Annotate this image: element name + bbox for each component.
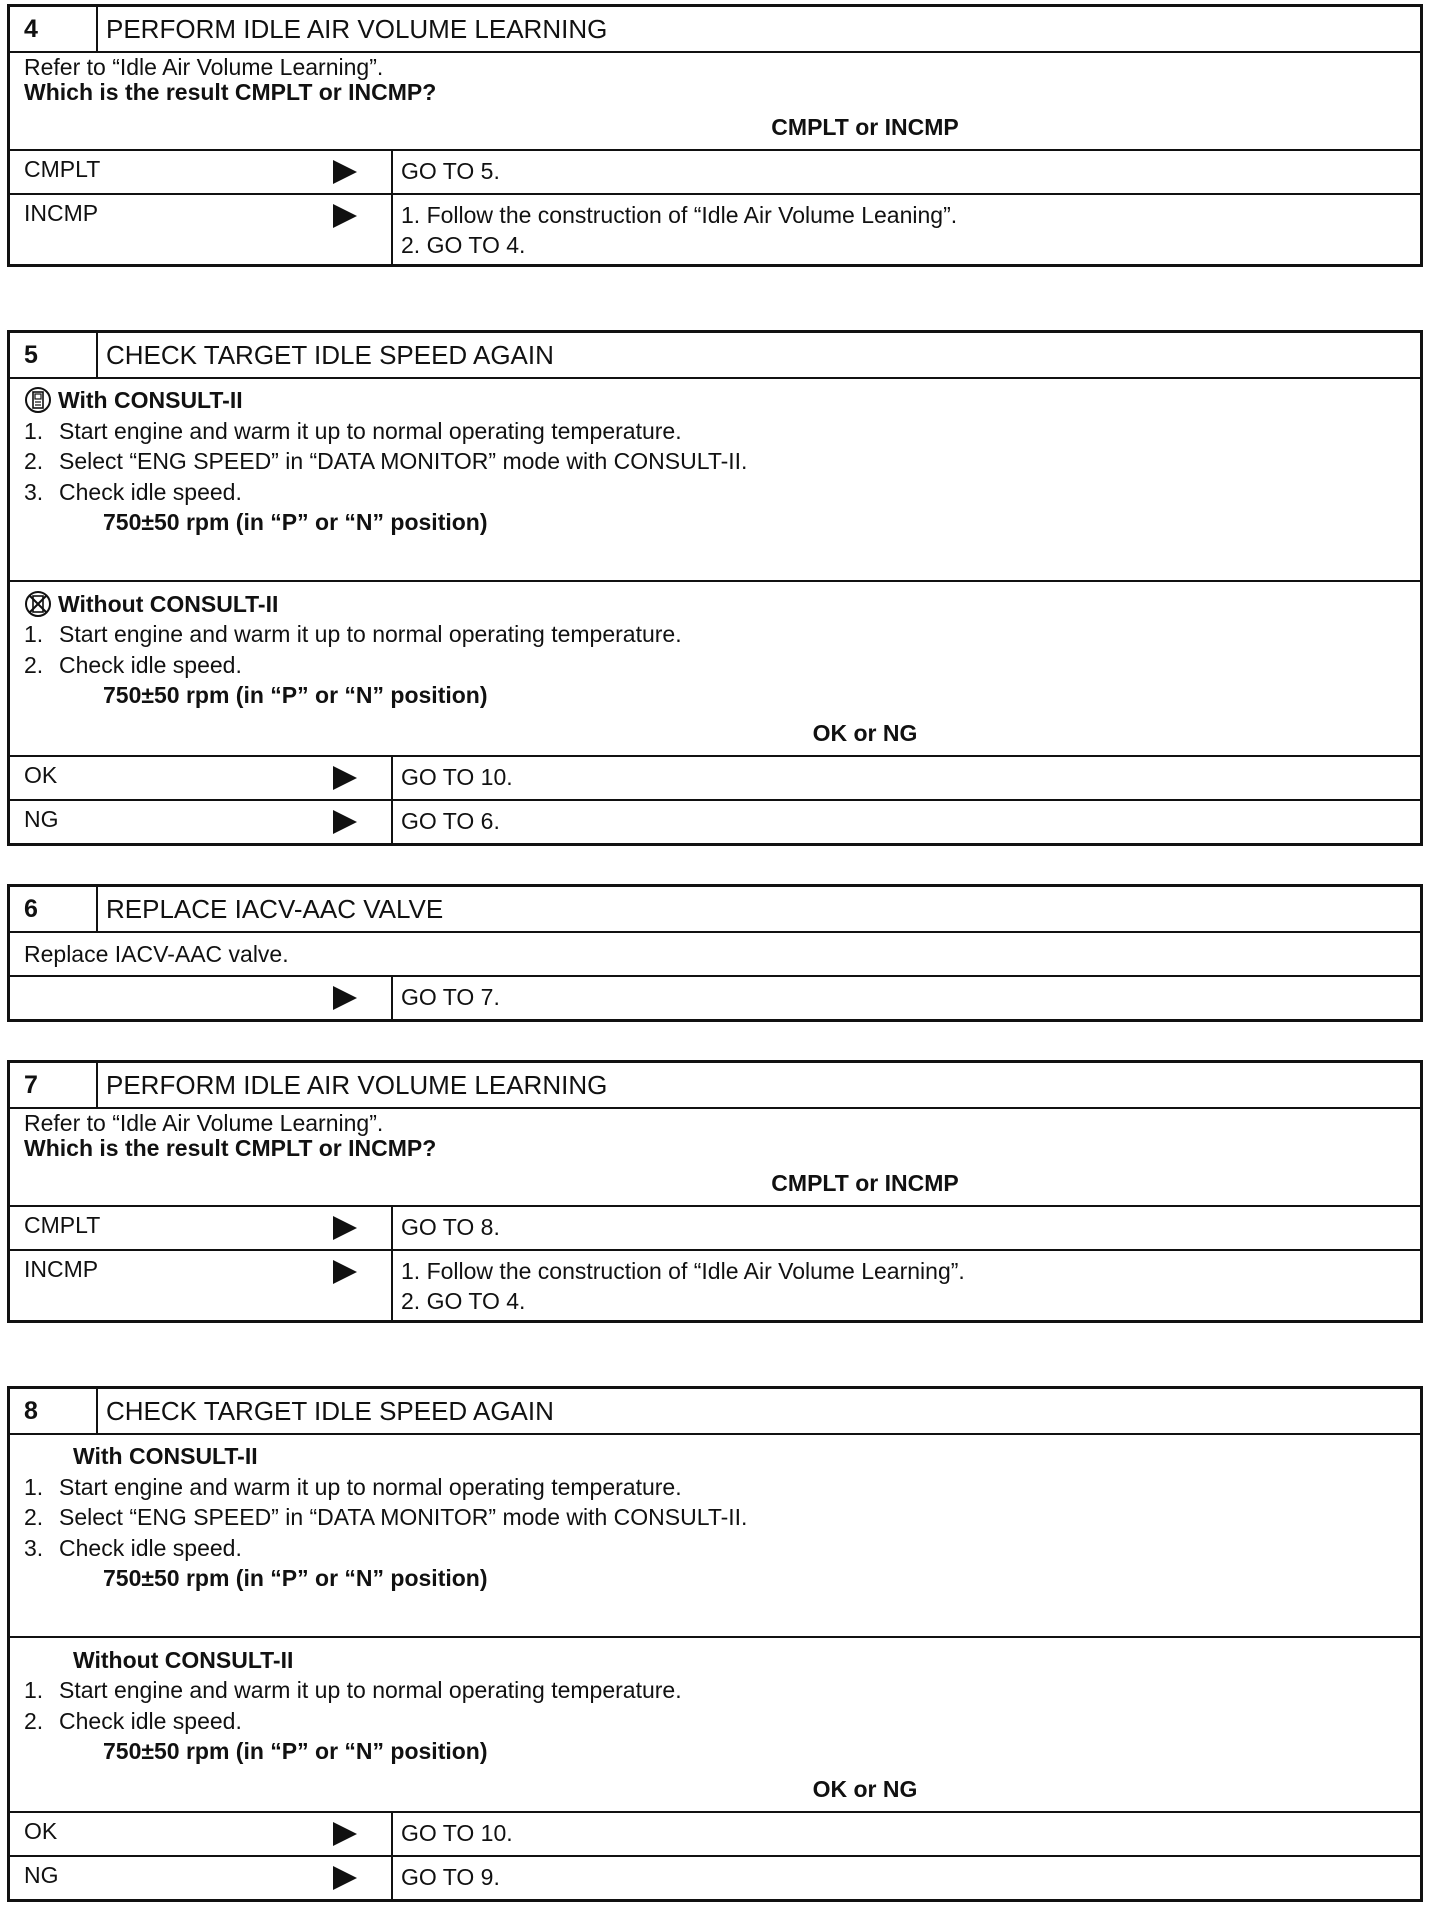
step-number: 5 — [10, 333, 98, 377]
result-row — [10, 757, 1420, 801]
step-question: Which is the result CMPLT or INCMP? — [24, 1135, 437, 1161]
step-4-box — [7, 4, 1423, 267]
step-7-box — [7, 1060, 1423, 1323]
idle-speed-spec: 750±50 rpm (in “P” or “N” position) — [103, 1738, 488, 1764]
result-action: GO TO 6. — [401, 807, 500, 834]
arrow-right-icon — [333, 204, 357, 228]
result-action-line: 2. GO TO 4. — [401, 1288, 526, 1314]
result-label: OK — [24, 1817, 58, 1844]
step-body: With CONSULT-II 1. Start engine and warm it up to normal operating temperature. 2. Select “ENG SPEED” in “DATA MONITOR” mode with CONSULT-II. 3. Check idle speed. 750±50 rpm (in “P” or “N” position) Without CONSULT-II 1. Start engine and warm it up to normal operating temperature. 2. Check idle speed. 750±50 rpm (in “P” or “N” position) — [10, 1435, 1420, 1767]
result-action: GO TO 8. — [401, 1214, 500, 1240]
procedure-item: Select “ENG SPEED” in “DATA MONITOR” mode with CONSULT-II. — [59, 448, 748, 474]
arrow-right-icon — [333, 1260, 357, 1284]
procedure-item: Select “ENG SPEED” in “DATA MONITOR” mode with CONSULT-II. — [59, 1504, 748, 1530]
step-number: 6 — [10, 887, 98, 931]
result-action: GO TO 10. — [401, 763, 513, 790]
result-header: OK or NG — [10, 1767, 1420, 1813]
step-text: Refer to “Idle Air Volume Learning”. — [24, 1110, 384, 1136]
result-action: GO TO 9. — [401, 1863, 500, 1890]
consult-icon — [24, 386, 52, 414]
procedure-item: Start engine and warm it up to normal operating temperature. — [59, 1473, 682, 1500]
procedure-item: Start engine and warm it up to normal operating temperature. — [59, 621, 682, 647]
with-consult-heading: With CONSULT-II — [73, 1443, 258, 1469]
step-title: CHECK TARGET IDLE SPEED AGAIN — [106, 1395, 554, 1426]
result-action: GO TO 7. — [401, 984, 500, 1010]
result-label: OK — [24, 761, 58, 788]
result-row — [10, 1857, 1420, 1899]
result-action-line: 2. GO TO 4. — [401, 232, 526, 258]
result-label: NG — [24, 805, 59, 832]
result-label: INCMP — [24, 200, 99, 226]
step-header — [10, 887, 1420, 933]
step-header — [10, 1063, 1420, 1109]
step-6-box — [7, 884, 1423, 1022]
no-consult-icon — [24, 590, 52, 618]
idle-speed-spec: 750±50 rpm (in “P” or “N” position) — [103, 509, 488, 535]
step-body — [10, 53, 1420, 105]
result-action: GO TO 5. — [401, 158, 500, 184]
result-row — [10, 1813, 1420, 1857]
step-text: Replace IACV-AAC valve. — [24, 941, 289, 967]
step-header — [10, 333, 1420, 379]
result-label: INCMP — [24, 1256, 99, 1282]
step-title: PERFORM IDLE AIR VOLUME LEARNING — [106, 13, 608, 44]
result-header: OK or NG — [10, 711, 1420, 757]
step-body: With CONSULT-II 1. Start engine and warm it up to normal operating temperature. 2. Select “ENG SPEED” in “DATA MONITOR” mode with CONSULT-II. 3. Check idle speed. 750±50 rpm (in “P” or “N” position) Without CONSULT-II 1. Start engine and warm it up to normal operating temperature. 2. Check idle speed. 750±50 rpm (in “P” or “N” position) — [10, 379, 1420, 711]
result-row — [10, 801, 1420, 843]
result-action-line: 1. Follow the construction of “Idle Air Volume Leaning”. — [401, 202, 958, 228]
procedure-item: Start engine and warm it up to normal operating temperature. — [59, 1677, 682, 1703]
result-row — [10, 977, 1420, 1019]
result-label: NG — [24, 1861, 59, 1888]
without-consult-heading: Without CONSULT-II — [58, 590, 279, 617]
arrow-right-icon — [333, 1822, 357, 1846]
result-action-line: 1. Follow the construction of “Idle Air Volume Learning”. — [401, 1258, 965, 1284]
step-title: REPLACE IACV-AAC VALVE — [106, 893, 444, 924]
without-consult-heading: Without CONSULT-II — [73, 1646, 294, 1673]
with-consult-heading: With CONSULT-II — [58, 387, 243, 413]
step-number: 7 — [10, 1063, 98, 1107]
arrow-right-icon — [333, 986, 357, 1010]
procedure-item: Start engine and warm it up to normal operating temperature. — [59, 417, 682, 444]
procedure-item: Check idle speed. — [59, 1534, 242, 1561]
result-row — [10, 151, 1420, 195]
step-title: PERFORM IDLE AIR VOLUME LEARNING — [106, 1069, 608, 1100]
result-label: CMPLT — [24, 156, 101, 182]
step-number: 8 — [10, 1389, 98, 1433]
procedure-item: Check idle speed. — [59, 478, 242, 505]
arrow-right-icon — [333, 810, 357, 834]
step-8-box — [7, 1386, 1423, 1902]
step-title: CHECK TARGET IDLE SPEED AGAIN — [106, 339, 554, 370]
result-row — [10, 195, 1420, 264]
result-label: CMPLT — [24, 1212, 101, 1238]
result-action: GO TO 10. — [401, 1819, 513, 1846]
procedure-item: Check idle speed. — [59, 1707, 242, 1734]
step-body — [10, 1109, 1420, 1161]
step-5-box — [7, 330, 1423, 846]
result-header: CMPLT or INCMP — [10, 1161, 1420, 1207]
procedure-item: Check idle speed. — [59, 651, 242, 678]
step-body — [10, 933, 1420, 977]
step-header — [10, 7, 1420, 53]
result-header: CMPLT or INCMP — [10, 105, 1420, 151]
result-row — [10, 1251, 1420, 1320]
idle-speed-spec: 750±50 rpm (in “P” or “N” position) — [103, 1565, 488, 1591]
step-text: Refer to “Idle Air Volume Learning”. — [24, 54, 384, 80]
idle-speed-spec: 750±50 rpm (in “P” or “N” position) — [103, 682, 488, 708]
arrow-right-icon — [333, 766, 357, 790]
arrow-right-icon — [333, 1866, 357, 1890]
step-number: 4 — [10, 7, 98, 51]
arrow-right-icon — [333, 1216, 357, 1240]
result-row — [10, 1207, 1420, 1251]
step-question: Which is the result CMPLT or INCMP? — [24, 79, 437, 105]
step-header — [10, 1389, 1420, 1435]
arrow-right-icon — [333, 160, 357, 184]
